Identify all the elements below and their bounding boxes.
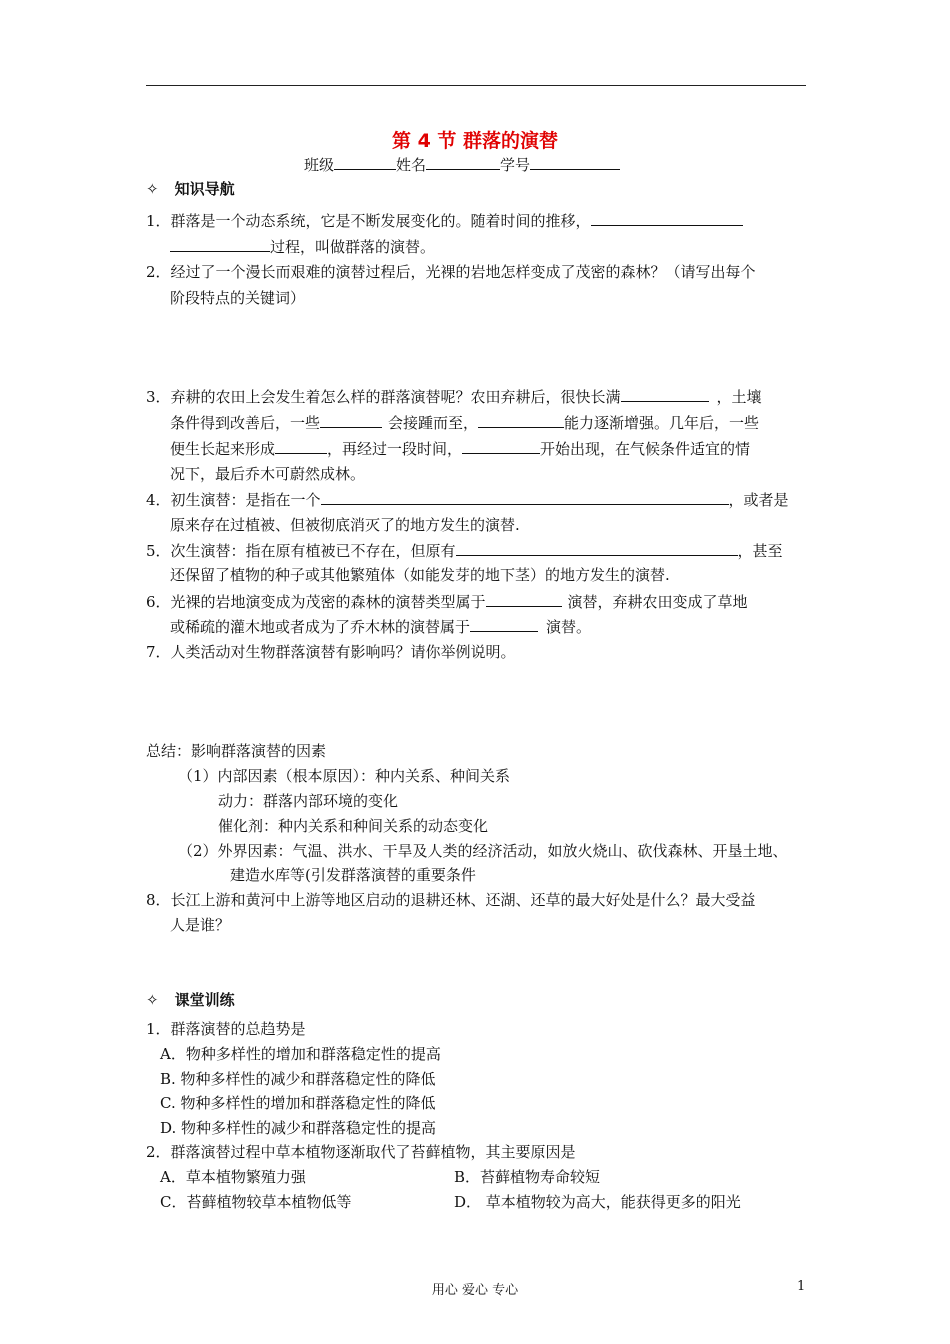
diamond-bullet-icon: ✧ [146, 180, 159, 198]
question-2: 2．经过了一个漫长而艰难的演替过程后，光裸的岩地怎样变成了茂密的森林？（请写出每个 [146, 263, 756, 281]
question-2-cont: 阶段特点的关键词） [170, 289, 306, 307]
summary-heading: 总结：影响群落演替的因素 [146, 742, 327, 760]
summary-power: 动力：群落内部环境的变化 [218, 792, 399, 810]
q3-blank-4[interactable] [275, 439, 327, 454]
q3-blank-1[interactable] [621, 387, 709, 402]
summary-inner-factors: （1）内部因素（根本原因）：种内关系、种间关系 [178, 767, 511, 785]
question-6: 6．光裸的岩地演变成为茂密的森林的演替类型属于 演替，弃耕农田变成了草地 [146, 593, 748, 611]
q1-blank-1[interactable] [591, 211, 743, 226]
question-7: 7．人类活动对生物群落演替有影响吗？请你举例说明。 [146, 643, 516, 661]
summary-outer-factors-cont: 建造水库等(引发群落演替的重要条件 [230, 866, 476, 884]
q3-blank-3[interactable] [478, 413, 564, 428]
id-label: 学号 [500, 156, 531, 174]
question-4-cont: 原来存在过植被、但被彻底消灭了的地方发生的演替. [170, 516, 520, 534]
summary-catalyst: 催化剂：种内关系和种间关系的动态变化 [218, 817, 489, 835]
q6-blank-2[interactable] [470, 617, 538, 632]
section-knowledge [146, 178, 235, 199]
q3-blank-5[interactable] [462, 439, 540, 454]
question-3: 3．弃耕的农田上会发生着怎么样的群落演替呢？农田弃耕后，很快长满 ，土壤 [146, 388, 762, 406]
diamond-bullet-icon: ✧ [146, 991, 159, 1009]
exercise-2-option-a[interactable]: A．草本植物繁殖力强 [160, 1168, 306, 1186]
name-blank[interactable] [426, 155, 500, 170]
exercise-2-option-b[interactable]: B．苔藓植物寿命较短 [454, 1168, 601, 1186]
class-label: 班级 [304, 156, 335, 174]
question-4: 4．初生演替：是指在一个 ，或者是 [146, 491, 789, 509]
question-3-line4: 况下，最后乔木可蔚然成林。 [170, 465, 366, 483]
section-classroom-training [146, 989, 235, 1010]
section-label: 课堂训练 [174, 991, 235, 1009]
question-3-line3: 便生长起来形成 ，再经过一段时间， 开始出现，在气候条件适宜的情 [170, 440, 751, 458]
exercise-1-option-d[interactable]: D. 物种多样性的减少和群落稳定性的提高 [160, 1119, 437, 1137]
page-number: 1 [797, 1279, 806, 1294]
question-6-cont: 或稀疏的灌木地或者成为了乔木林的演替属于 演替。 [170, 618, 592, 636]
question-5-cont: 还保留了植物的种子或其他繁殖体（如能发芽的地下茎）的地方发生的演替. [170, 566, 670, 584]
question-3-line2: 条件得到改善后，一些 会接踵而至， 能力逐渐增强。几年后，一些 [170, 414, 760, 432]
exercise-1-option-b[interactable]: B. 物种多样性的减少和群落稳定性的降低 [160, 1070, 436, 1088]
q4-blank[interactable] [321, 490, 729, 505]
question-8: 8．长江上游和黄河中上游等地区启动的退耕还林、还湖、还草的最大好处是什么？最大受益 [146, 891, 756, 909]
header-rule [146, 85, 806, 86]
q5-blank[interactable] [456, 541, 738, 556]
exercise-2-option-d[interactable]: D． 草本植物较为高大，能获得更多的阳光 [454, 1193, 741, 1211]
summary-outer-factors: （2）外界因素：气温、洪水、干旱及人类的经济活动，如放火烧山、砍伐森林、开垦土地、 [178, 842, 788, 860]
exercise-1-option-a[interactable]: A．物种多样性的增加和群落稳定性的提高 [160, 1045, 441, 1063]
section-label: 知识导航 [174, 180, 235, 198]
q3-blank-2[interactable] [320, 413, 382, 428]
q1-blank-2[interactable] [170, 237, 270, 252]
footer-slogan: 用心 爱心 专心 [431, 1283, 519, 1298]
question-5: 5．次生演替：指在原有植被已不存在，但原有 ，甚至 [146, 542, 783, 560]
exercise-1-stem: 1．群落演替的总趋势是 [146, 1020, 306, 1038]
id-blank[interactable] [530, 155, 620, 170]
exercise-2-option-c[interactable]: C．苔藓植物较草本植物低等 [160, 1193, 352, 1211]
page-title: 第 4 节 群落的演替 [391, 130, 559, 152]
class-blank[interactable] [334, 155, 396, 170]
exercise-1-option-c[interactable]: C. 物种多样性的增加和群落稳定性的降低 [160, 1094, 436, 1112]
name-label: 姓名 [396, 156, 427, 174]
student-info-line [304, 155, 620, 174]
q6-blank-1[interactable] [486, 592, 562, 607]
question-1: 1．群落是一个动态系统，它是不断发展变化的。随着时间的推移， [146, 211, 743, 230]
exercise-2-stem: 2．群落演替过程中草本植物逐渐取代了苔藓植物，其主要原因是 [146, 1143, 576, 1161]
question-1-cont: 过程，叫做群落的演替。 [170, 237, 435, 256]
question-8-cont: 人是谁？ [170, 916, 231, 934]
